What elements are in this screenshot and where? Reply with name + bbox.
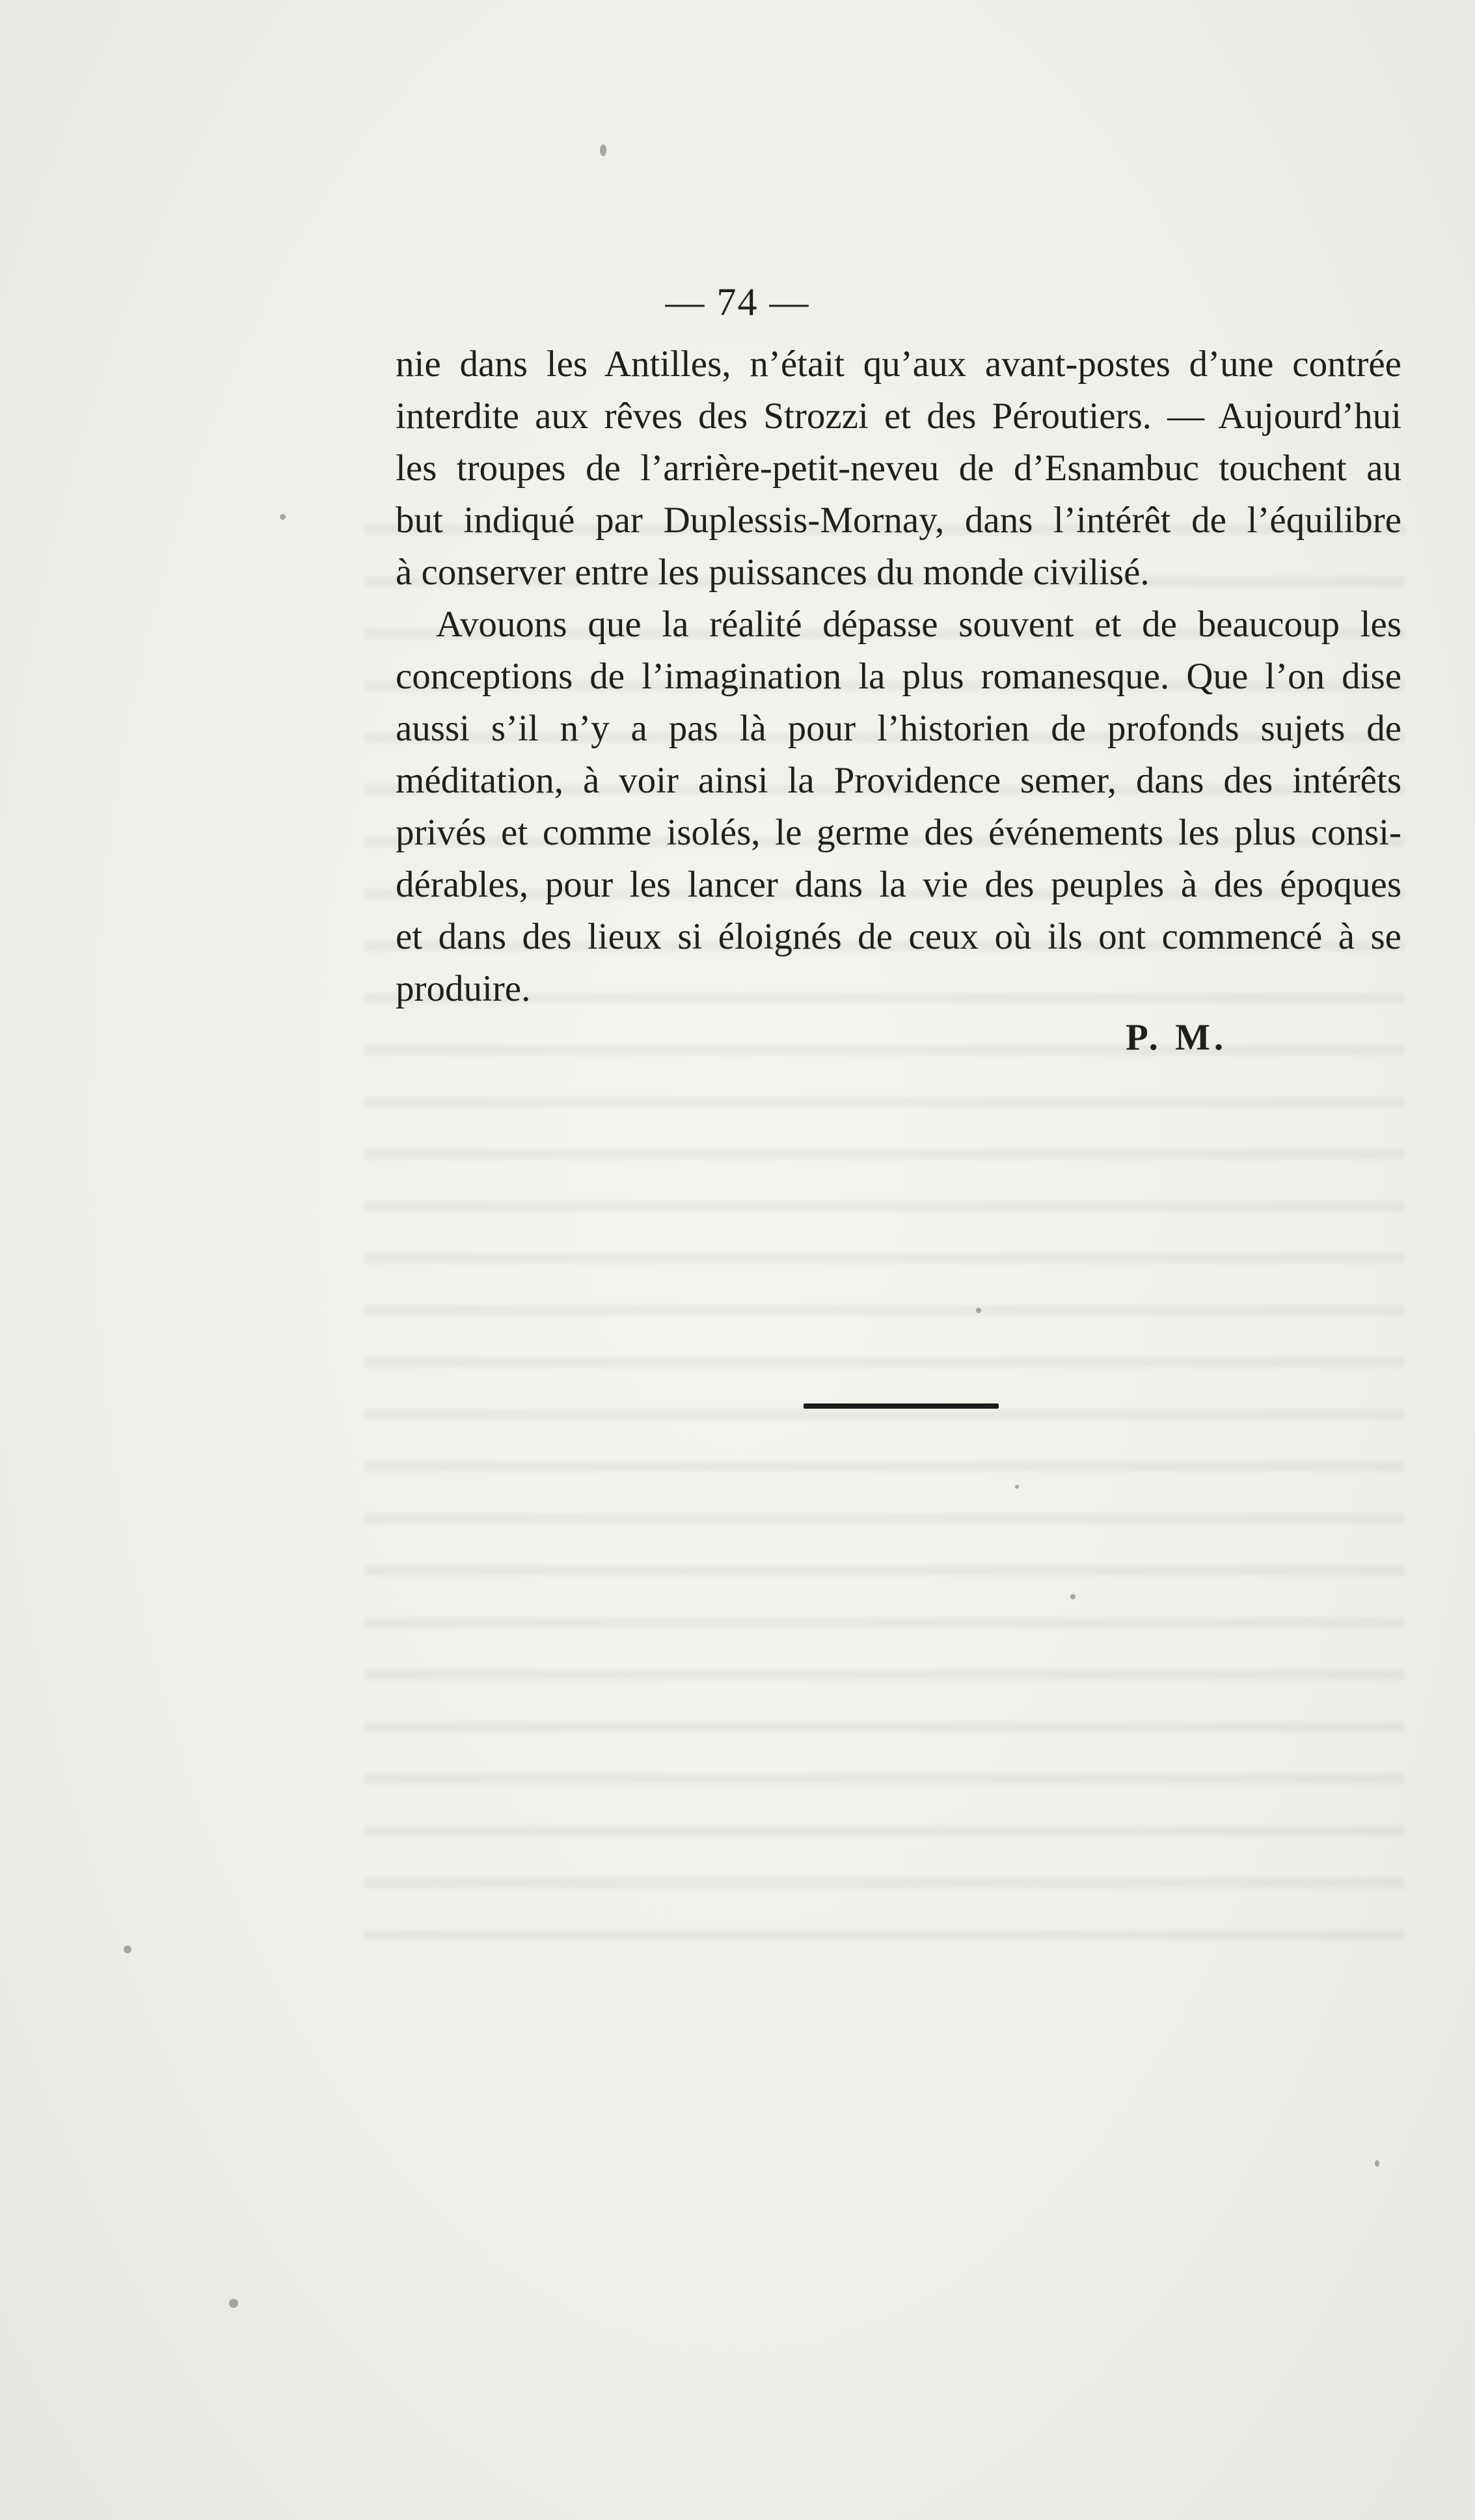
paper-speck xyxy=(1375,2160,1379,2167)
paper-speck xyxy=(1015,1485,1019,1489)
text-line: aussi s’il n’y a pas là pour l’historien de profonds sujets de xyxy=(396,708,1401,749)
text-line: produire. xyxy=(396,968,531,1009)
page-number: — 74 — xyxy=(665,280,810,323)
text-line: méditation, à voir ainsi la Providence semer, dans des intérêts xyxy=(396,760,1401,801)
paper-speck xyxy=(229,2299,238,2308)
text-line: les troupes de l’arrière-petit-neveu de d’Esnambuc touchent au xyxy=(396,448,1401,489)
body-text xyxy=(396,338,1401,1015)
end-rule xyxy=(804,1403,999,1409)
paper-speck xyxy=(600,144,606,156)
text-line: conceptions de l’imagination la plus romanesque. Que l’on dise xyxy=(396,656,1401,697)
text-line: interdite aux rêves des Strozzi et des Péroutiers. — Aujourd’hui xyxy=(396,396,1401,437)
text-line: Avouons que la réalité dépasse souvent et de beaucoup les xyxy=(436,604,1401,645)
text-line: but indiqué par Duplessis-Mornay, dans l’intérêt de l’équilibre xyxy=(396,500,1401,541)
paper-speck xyxy=(1070,1594,1076,1599)
paper-speck xyxy=(280,514,286,520)
text-line: privés et comme isolés, le germe des événements les plus consi- xyxy=(396,812,1401,853)
signature: P. M. xyxy=(1126,1017,1228,1058)
text-line: nie dans les Antilles, n’était qu’aux avant-postes d’une contrée xyxy=(396,344,1401,385)
text-line: à conserver entre les puissances du monde civilisé. xyxy=(396,552,1150,593)
paper-speck xyxy=(976,1308,981,1313)
text-line: dérables, pour les lancer dans la vie des peuples à des époques xyxy=(396,864,1401,905)
text-line: et dans des lieux si éloignés de ceux où ils ont commencé à se xyxy=(396,916,1401,957)
paper-speck xyxy=(124,1945,131,1953)
